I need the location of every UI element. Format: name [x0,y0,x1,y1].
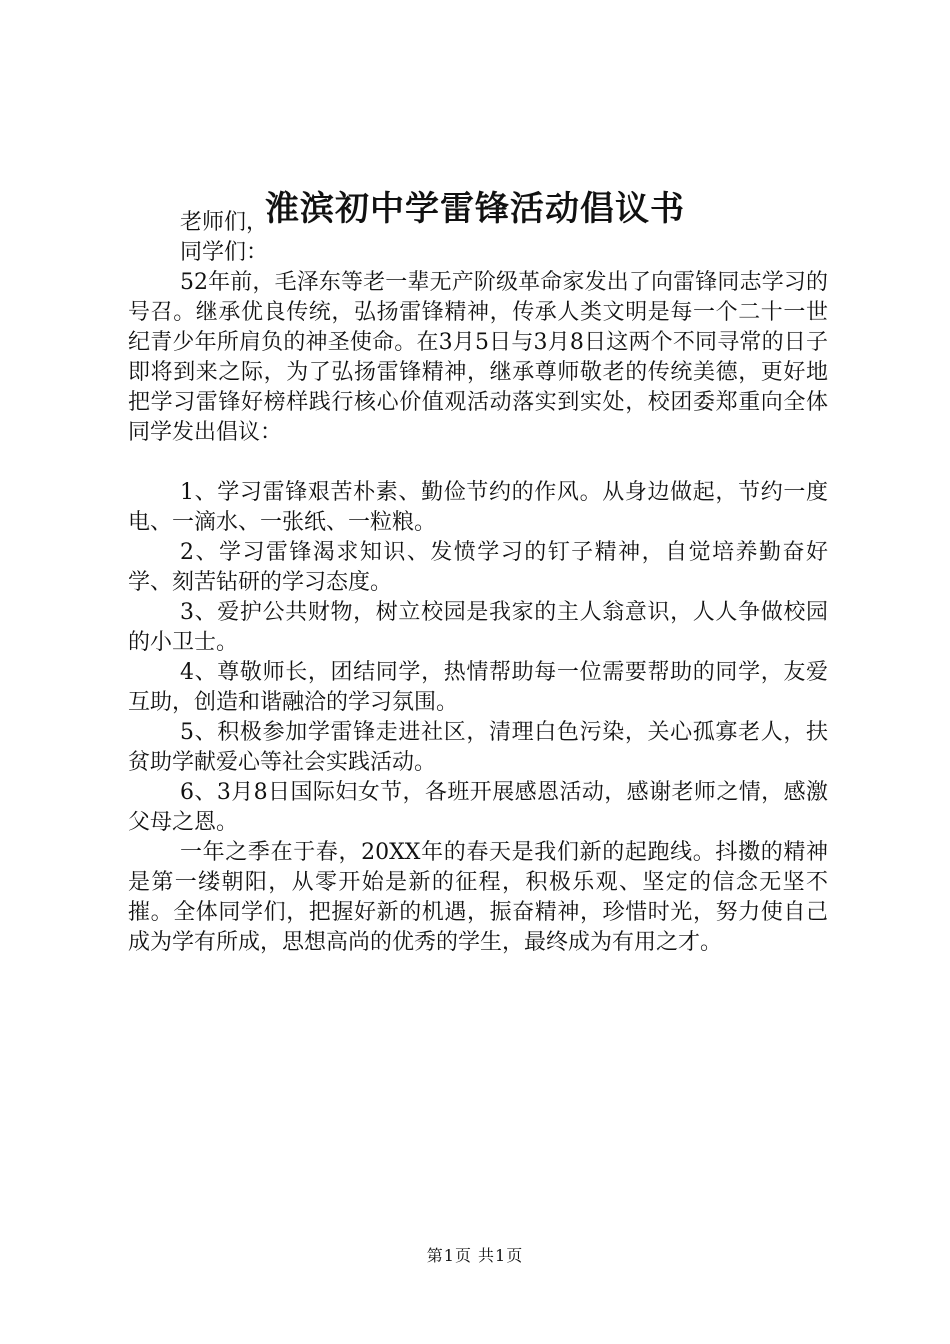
salutation-students: 同学们： [180,240,269,265]
salutation-teachers: 老师们， [180,210,269,235]
intro-paragraph: 52年前，毛泽东等老一辈无产阶级革命家发出了向雷锋同志学习的号召。继承优良传统，弘扬雷锋精神，传承人类文明是每一个二十一世纪青少年所肩负的神圣使命。在3月5日与3月8日这两个不同寻常的日子即将到来之际，为了弘扬雷锋精神，继承尊师敬老的传统美德，更好地把学习雷锋好榜样践行核心价值观活动落实到实处，校团委郑重向全体同学发出倡议： [128,270,828,445]
proposal-item: 2、学习雷锋渴求知识、发愤学习的钉子精神，自觉培养勤奋好学、刻苦钻研的学习态度。 [128,540,828,595]
proposal-item: 1、学习雷锋艰苦朴素、勤俭节约的作风。从身边做起，节约一度电、一滴水、一张纸、一粒粮。 [128,480,828,535]
paragraph-gap [128,448,828,478]
proposal-item: 3、爱护公共财物，树立校园是我家的主人翁意识，人人争做校园的小卫士。 [128,600,828,655]
document-body [128,208,828,958]
proposal-item: 4、尊敬师长，团结同学，热情帮助每一位需要帮助的同学，友爱互助，创造和谐融洽的学习氛围。 [128,660,828,715]
document-title: 淮滨初中学雷锋活动倡议书 [265,189,685,229]
closing-paragraph: 一年之季在于春，20XX年的春天是我们新的起跑线。抖擞的精神是第一缕朝阳，从零开始是新的征程，积极乐观、坚定的信念无坚不摧。全体同学们，把握好新的机遇，振奋精神，珍惜时光，努力使自己成为学有所成，思想高尚的优秀的学生，最终成为有用之才。 [128,840,828,955]
proposal-item: 6、3月8日国际妇女节，各班开展感恩活动，感谢老师之情，感激父母之恩。 [128,780,828,835]
proposal-item: 5、积极参加学雷锋走进社区，清理白色污染，关心孤寡老人，扶贫助学献爱心等社会实践活动。 [128,720,828,775]
page-number-footer: 第1页 共1页 [426,1246,524,1265]
